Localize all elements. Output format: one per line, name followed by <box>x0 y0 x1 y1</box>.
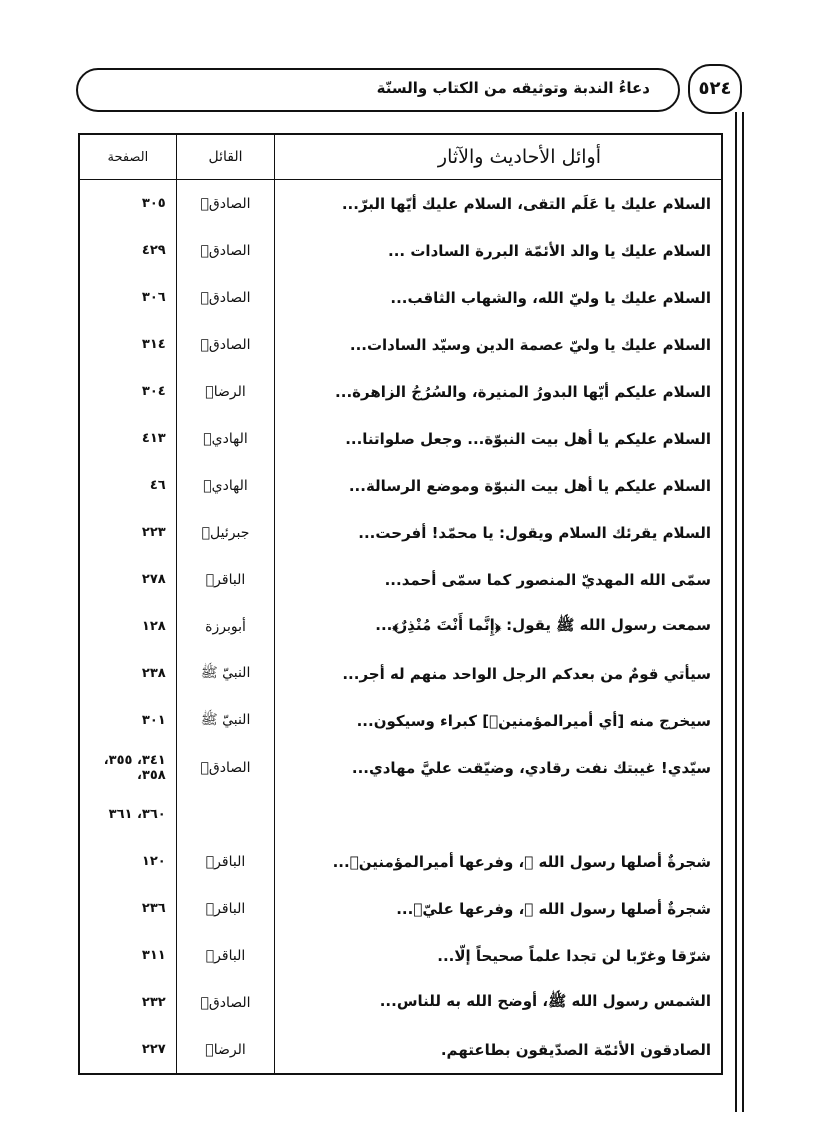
hadith-opening: شرّقا وغرّبا لن تجدا علماً صحيحاً إلّا... <box>275 932 722 979</box>
sayer: الباقرؑ <box>176 556 275 603</box>
hadith-opening: سيخرج منه [أي أميرالمؤمنينؑ] كبراء وسيكون... <box>275 697 722 744</box>
sayer: أبوبرزة <box>176 603 275 650</box>
page-reference: ٣٠١ <box>79 697 176 744</box>
hadith-opening: الشمس رسول الله ﷺ، أوضح الله به للناس... <box>275 979 722 1026</box>
hadith-opening: السلام عليكم يا أهل بيت النبوّة... وجعل صلواتنا... <box>275 415 722 462</box>
page-number: ٥٢٤ <box>688 64 742 114</box>
table-header-row <box>79 134 722 180</box>
sayer: النبيّ ﷺ <box>176 650 275 697</box>
page-reference: ٣٦٠، ٣٦١ <box>79 791 176 838</box>
hadith-opening: السلام عليك يا وليّ عصمة الدين وسيّد السادات... <box>275 321 722 368</box>
sayer: الصادقؑ <box>176 180 275 228</box>
hadith-opening: سيأتي قومٌ من بعدكم الرجل الواحد منهم له أجر... <box>275 650 722 697</box>
sayer: الصادقؑ <box>176 321 275 368</box>
margin-rule <box>742 112 744 1112</box>
sayer: الصادقؑ <box>176 227 275 274</box>
hadith-opening: شجرةٌ أصلها رسول الله ﷺ، وفرعها أميرالمؤمنينؑ... <box>275 838 722 885</box>
table-row <box>79 509 722 556</box>
table-row <box>79 321 722 368</box>
sayer: النبيّ ﷺ <box>176 697 275 744</box>
sayer <box>176 791 275 838</box>
hadith-opening: سيّدي! غيبتك نفت رقادي، وضيّقت عليَّ مهادي... <box>275 744 722 791</box>
page-reference: ١٢٨ <box>79 603 176 650</box>
page-reference: ٢٣٢ <box>79 979 176 1026</box>
page-reference: ٢٣٦ <box>79 885 176 932</box>
table-row <box>79 979 722 1026</box>
sayer: الباقرؑ <box>176 885 275 932</box>
table-row <box>79 838 722 885</box>
hadith-opening: سمّى الله المهديّ المنصور كما سمّى أحمد... <box>275 556 722 603</box>
sayer: الباقرؑ <box>176 838 275 885</box>
sayer: جبرئيلؑ <box>176 509 275 556</box>
hadith-opening: سمعت رسول الله ﷺ يقول: ﴿إِنَّما أَنْتَ مُنْذِرٌ﴾... <box>275 603 722 650</box>
hadith-opening: السلام عليكم أيّها البدورُ المنيرة، والسُرُجُ الزاهرة... <box>275 368 722 415</box>
running-title: دعاءُ الندبة وتوثيقه من الكتاب والسنّة <box>376 79 650 97</box>
page-reference: ٤١٣ <box>79 415 176 462</box>
running-header <box>76 68 680 112</box>
table-row <box>79 368 722 415</box>
sayer: الرضاؑ <box>176 1026 275 1074</box>
table-row <box>79 415 722 462</box>
margin-rule <box>735 112 737 1112</box>
hadith-opening: السلام عليكم يا أهل بيت النبوّة وموضع الرسالة... <box>275 462 722 509</box>
table-row <box>79 697 722 744</box>
hadith-opening: السلام عليك يا وليّ الله، والشهاب الثاقب... <box>275 274 722 321</box>
page-reference: ٢٧٨ <box>79 556 176 603</box>
sayer: الصادقؑ <box>176 979 275 1026</box>
table-row <box>79 274 722 321</box>
page-reference: ٤٦ <box>79 462 176 509</box>
table-row <box>79 744 722 791</box>
table-row <box>79 603 722 650</box>
page-reference: ١٢٠ <box>79 838 176 885</box>
hadith-index-table <box>78 133 723 1075</box>
page-reference: ٣٠٤ <box>79 368 176 415</box>
table-row <box>79 650 722 697</box>
table-row <box>79 462 722 509</box>
hadith-opening: الصادقون الأئمّة الصدّيقون بطاعتهم. <box>275 1026 722 1074</box>
hadith-opening: السلام عليك يا عَلَم التقى، السلام عليك أيّها البرّ... <box>275 180 722 228</box>
table-row <box>79 556 722 603</box>
page-reference: ٢٣٨ <box>79 650 176 697</box>
table-row <box>79 885 722 932</box>
table-row <box>79 227 722 274</box>
hadith-opening: السلام عليك يا والد الأئمّة البررة السادات ... <box>275 227 722 274</box>
column-header-page: الصفحة <box>79 134 176 180</box>
table-row <box>79 791 722 838</box>
hadith-opening <box>275 791 722 838</box>
page-reference: ٣١١ <box>79 932 176 979</box>
page-reference: ٣٠٥ <box>79 180 176 228</box>
column-header-text: أوائل الأحاديث والآثار <box>275 134 722 180</box>
sayer: الهاديؑ <box>176 415 275 462</box>
page-reference: ٣١٤ <box>79 321 176 368</box>
page-reference: ٤٢٩ <box>79 227 176 274</box>
page-reference: ٢٢٣ <box>79 509 176 556</box>
table-row <box>79 932 722 979</box>
sayer: الصادقؑ <box>176 274 275 321</box>
sayer: الصادقؑ <box>176 744 275 791</box>
sayer: الرضاؑ <box>176 368 275 415</box>
table-row <box>79 1026 722 1074</box>
page-reference: ٣٤١، ٣٥٥، ٣٥٨، <box>79 744 176 791</box>
hadith-opening: السلام يقرئك السلام ويقول: يا محمّد! أفرحت... <box>275 509 722 556</box>
page-reference: ٢٢٧ <box>79 1026 176 1074</box>
page-reference: ٣٠٦ <box>79 274 176 321</box>
hadith-opening: شجرةٌ أصلها رسول الله ﷺ، وفرعها عليّؑ... <box>275 885 722 932</box>
sayer: الهاديؑ <box>176 462 275 509</box>
sayer: الباقرؑ <box>176 932 275 979</box>
column-header-sayer: القائل <box>176 134 275 180</box>
table-row <box>79 180 722 228</box>
